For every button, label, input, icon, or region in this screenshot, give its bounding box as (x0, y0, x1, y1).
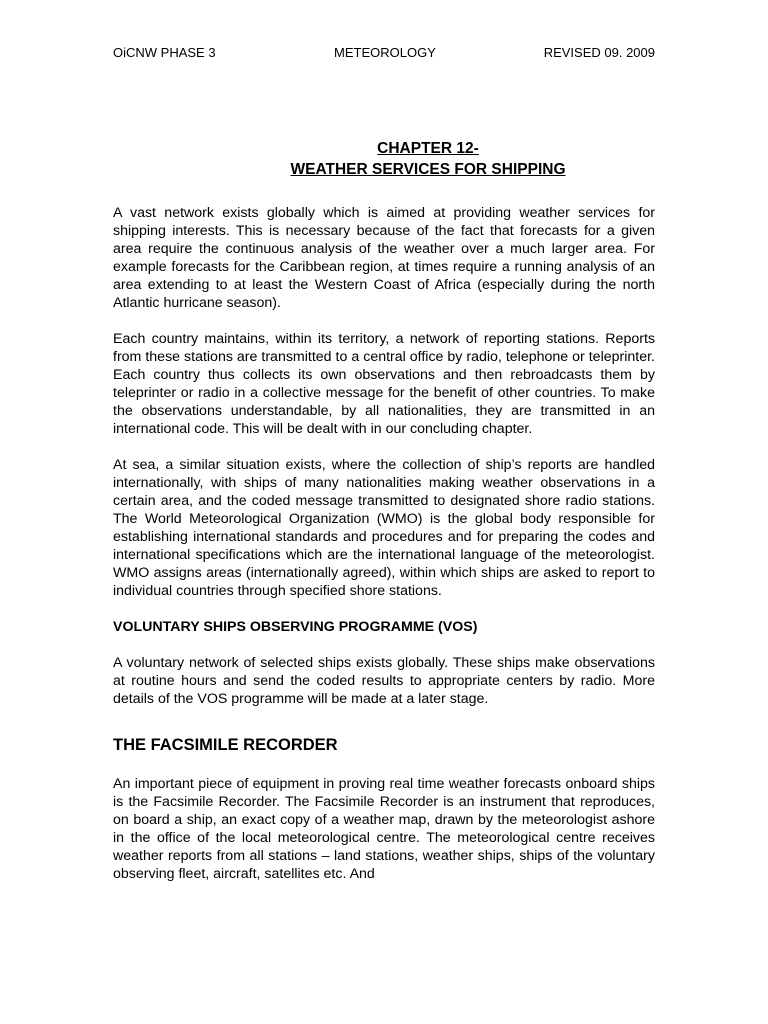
body-paragraph: Each country maintains, within its territory, a network of reporting stations. Reports from these stations are transmitted to a central office by radio, telephone or teleprinter. Each country thus collects its own observations and then rebroadcasts them by teleprinter or radio in a collective message for the benefit of other countries. To make the observations understandable, by all nationalities, they are transmitted in an international code. This will be dealt with in our concluding chapter. (113, 331, 655, 437)
header-revision-label: REVISED 09. 2009 (543, 45, 655, 60)
vos-heading: VOLUNTARY SHIPS OBSERVING PROGRAMME (VOS) (113, 619, 478, 635)
header-subject-label: METEOROLOGY (334, 45, 436, 60)
header-course-label: OiCNW PHASE 3 (113, 45, 216, 60)
facsimile-heading: THE FACSIMILE RECORDER (113, 736, 338, 754)
body-paragraph: A vast network exists globally which is aimed at providing weather services for shipping interests. This is necessary because of the fact that forecasts for a given area require the continuous analysis of the weather over a much larger area. For example forecasts for the Caribbean region, at times require a running analysis of an area extending to at least the Western Coast of Africa (especially during the north Atlantic hurricane season). (113, 205, 655, 311)
page-header (113, 45, 655, 63)
chapter-title (113, 138, 743, 180)
vos-paragraph: A voluntary network of selected ships exists globally. These ships make observations at routine hours and send the coded results to appropriate centers by radio. More details of the VOS programme will be made at a later stage. (113, 655, 655, 707)
document-body (113, 204, 655, 901)
body-paragraph: At sea, a similar situation exists, where the collection of ship’s reports are handled internationally, with ships of many nationalities making weather observations in a certain area, and the coded message transmitted to designated shore radio stations. The World Meteorological Organization (WMO) is the global body responsible for establishing international standards and procedures and for preparing the codes and international specifications which are the international language of the meteorologist. WMO assigns areas (internationally agreed), within which ships are asked to report to individual countries through specified shore stations. (113, 457, 655, 599)
facsimile-paragraph: An important piece of equipment in proving real time weather forecasts onboard ships is the Facsimile Recorder. The Facsimile Recorder is an instrument that reproduces, on board a ship, an exact copy of a weather map, drawn by the meteorologist ashore in the office of the local meteorological centre. The meteorological centre receives weather reports from all stations – land stations, weather ships, ships of the voluntary observing fleet, aircraft, satellites etc. And (113, 776, 655, 882)
chapter-number: CHAPTER 12- (377, 140, 479, 157)
chapter-name: WEATHER SERVICES FOR SHIPPING (290, 161, 566, 178)
